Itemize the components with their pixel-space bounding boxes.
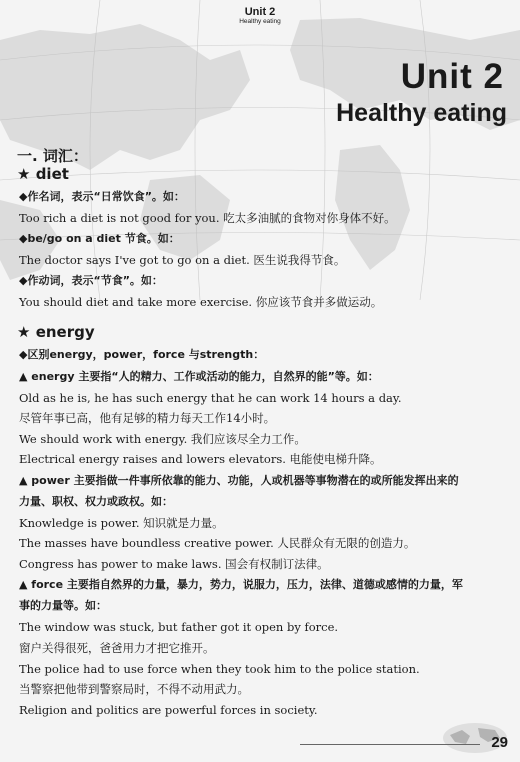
unit-title: Unit 2 bbox=[400, 57, 504, 96]
text-line: The doctor says I've got to go on a diet. 医生说我得节食。 bbox=[19, 253, 346, 267]
star-icon: ★ bbox=[17, 165, 31, 183]
text-line: 当警察把他带到警察局时，不得不动用武力。 bbox=[19, 682, 249, 696]
text-line: ◆be/go on a diet 节食。如： bbox=[19, 232, 180, 245]
text-line: ▲ energy 主要指“人的精力、工作或活动的能力，自然界的能”等。如： bbox=[19, 370, 379, 383]
text-line: ◆作名词，表示“日常饮食”。如： bbox=[19, 190, 185, 203]
text-line: Knowledge is power. 知识就是力量。 bbox=[19, 516, 224, 530]
section-heading: 一. 词汇： bbox=[17, 147, 88, 165]
footer-rule bbox=[300, 744, 480, 745]
text-line: 力量、职权、权力或政权。如： bbox=[19, 495, 173, 508]
text-line: Old as he is, he has such energy that he can work 14 hours a day. bbox=[19, 391, 402, 405]
text-line: 事的力量等。如： bbox=[19, 599, 107, 612]
topic-title: Healthy eating bbox=[336, 99, 507, 127]
header-subtitle: Healthy eating bbox=[239, 18, 281, 25]
headword-text: energy bbox=[35, 323, 95, 341]
text-line: The window was stuck, but father got it open by force. bbox=[19, 620, 339, 634]
text-line: Electrical energy raises and lowers elevators. 电能使电梯升降。 bbox=[19, 452, 382, 466]
text-line: ◆作动词，表示“节食”。如： bbox=[19, 274, 163, 287]
text-line: ▲ power 主要指做一件事所依靠的能力、功能，人或机器等事物潜在的或所能发挥出来的 bbox=[19, 474, 459, 487]
text-line: 尽管年事已高，他有足够的精力每天工作14小时。 bbox=[19, 411, 276, 425]
headword-text: diet bbox=[35, 165, 69, 183]
text-line: The masses have boundless creative power. 人民群众有无限的创造力。 bbox=[19, 536, 416, 550]
text-line: You should diet and take more exercise. 你应该节食并多做运动。 bbox=[19, 295, 383, 309]
text-line: The police had to use force when they took him to the police station. bbox=[19, 662, 420, 676]
text-line: Congress has power to make laws. 国会有权制订法律。 bbox=[19, 557, 329, 571]
headword-energy bbox=[17, 323, 95, 341]
text-line: Religion and politics are powerful forces in society. bbox=[19, 703, 318, 717]
page-number: 29 bbox=[491, 734, 508, 751]
text-line: We should work with energy. 我们应该尽全力工作。 bbox=[19, 432, 306, 446]
text-line: 窗户关得很死，爸爸用力才把它推开。 bbox=[19, 641, 215, 655]
text-line: ▲ force 主要指自然界的力量，暴力，势力，说服力，压力，法律、道德或感情的力量，军 bbox=[19, 578, 463, 591]
text-line: ◆区别energy，power，force 与strength： bbox=[19, 348, 265, 361]
header-unit: Unit 2 bbox=[244, 6, 276, 18]
headword-diet bbox=[17, 165, 69, 183]
running-header bbox=[0, 6, 520, 26]
text-line: Too rich a diet is not good for you. 吃太多油腻的食物对你身体不好。 bbox=[19, 211, 396, 225]
star-icon: ★ bbox=[17, 323, 31, 341]
